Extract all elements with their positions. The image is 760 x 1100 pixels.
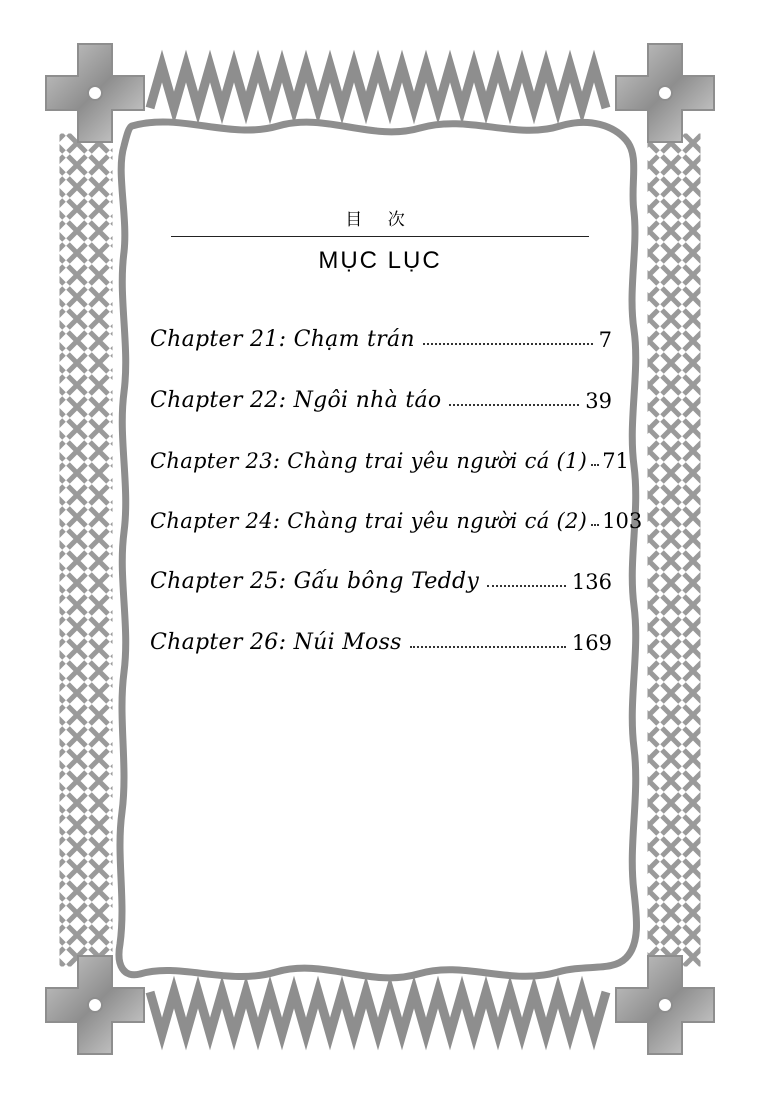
toc-leader-dots <box>423 342 593 345</box>
corner-ornament-bottom-right <box>616 956 714 1054</box>
toc-entry-page: 136 <box>571 570 612 594</box>
toc-entry-label: Chapter 23: Chàng trai yêu người cá (1) <box>150 449 588 473</box>
corner-ornament-bottom-left <box>46 956 144 1054</box>
toc-header <box>130 205 630 275</box>
toc-entry-label: Chapter 25: Gấu bông Teddy <box>150 569 480 594</box>
toc-entry-label: Chapter 26: Núi Moss <box>150 630 402 655</box>
title-divider <box>171 236 589 237</box>
toc-entry-page: 71 <box>602 449 629 473</box>
corner-ornament-top-right <box>616 44 714 142</box>
toc-leader-dots <box>449 403 579 406</box>
top-zigzag <box>150 66 606 108</box>
toc-leader-dots <box>591 523 599 526</box>
toc-entry[interactable] <box>150 630 612 655</box>
toc-entry[interactable] <box>150 388 612 413</box>
toc-entry-page: 169 <box>571 631 612 655</box>
toc-entry[interactable] <box>150 327 612 352</box>
toc-entry[interactable] <box>150 569 612 594</box>
toc-leader-dots <box>487 584 566 587</box>
bottom-zigzag <box>150 992 606 1034</box>
toc-title-japanese: 目 次 <box>345 210 415 230</box>
toc-leader-dots <box>591 463 599 466</box>
toc-entry-label: Chapter 24: Chàng trai yêu người cá (2) <box>150 509 588 533</box>
toc-entry-page: 7 <box>598 328 612 352</box>
toc-entry-page: 39 <box>585 389 612 413</box>
toc-title-vietnamese: MỤC LỤC <box>318 247 442 274</box>
corner-ornament-top-left <box>46 44 144 142</box>
right-border-band <box>646 132 702 968</box>
toc-content <box>130 130 643 950</box>
toc-entry[interactable] <box>150 509 643 533</box>
toc-entry-label: Chapter 22: Ngôi nhà táo <box>150 388 442 413</box>
toc-entry-label: Chapter 21: Chạm trán <box>150 327 415 352</box>
toc-entry-page: 103 <box>602 509 643 533</box>
toc-entry[interactable] <box>150 449 629 473</box>
left-border-band <box>58 132 114 968</box>
toc-list <box>130 327 643 655</box>
toc-leader-dots <box>410 645 566 648</box>
